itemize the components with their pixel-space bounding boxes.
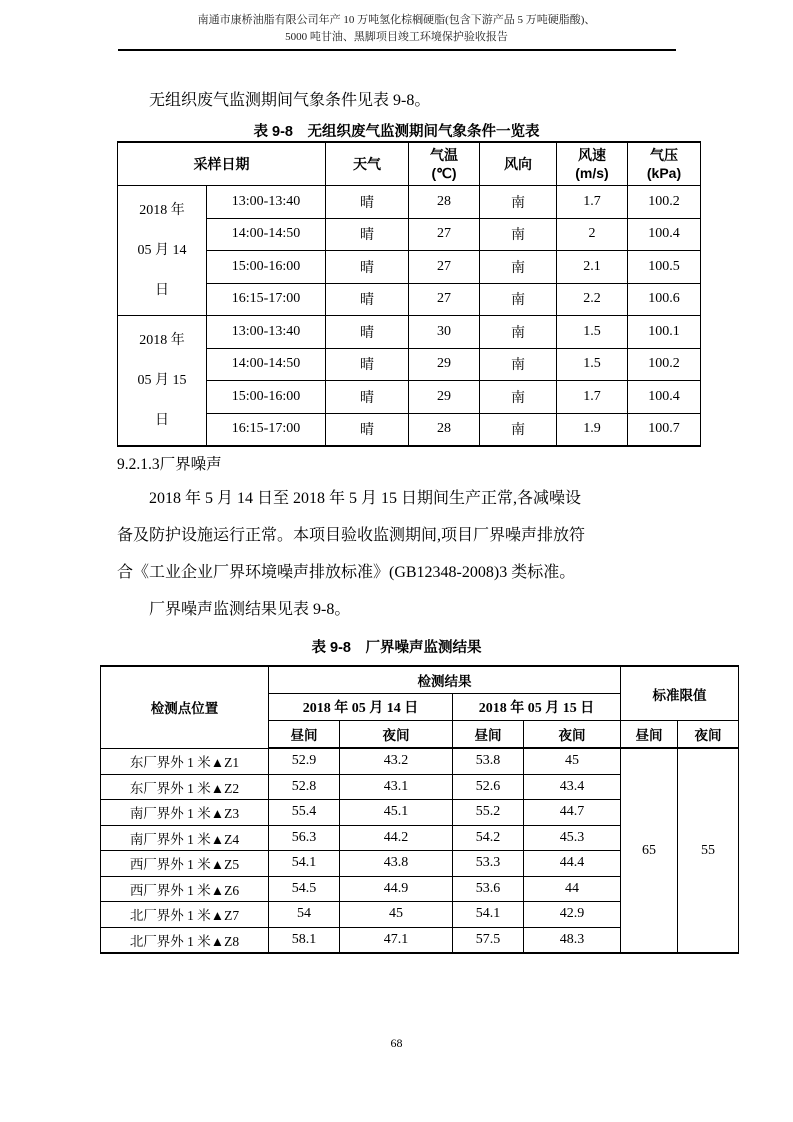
col-header-limits: 标准限值	[621, 666, 739, 721]
col-header-location: 检测点位置	[101, 666, 269, 748]
cell: 100.1	[628, 316, 701, 349]
location-cell: 南厂界外 1 米▲Z3	[101, 800, 269, 826]
cell: 1.7	[557, 186, 628, 219]
noise-table-header-row-1	[101, 666, 739, 694]
col-header-results: 检测结果	[269, 666, 621, 694]
limit-night-value: 55	[678, 748, 739, 953]
cell: 57.5	[453, 927, 524, 953]
cell: 44	[524, 876, 621, 902]
cell: 100.5	[628, 251, 701, 284]
col-header-wind-speed: 风速 (m/s)	[557, 142, 628, 186]
location-cell: 北厂界外 1 米▲Z8	[101, 927, 269, 953]
noise-paragraph	[117, 480, 683, 628]
cell: 54.2	[453, 825, 524, 851]
cell: 13:00-13:40	[207, 316, 326, 349]
cell: 43.2	[340, 748, 453, 774]
cell: 29	[409, 348, 480, 381]
cell: 48.3	[524, 927, 621, 953]
cell: 晴	[326, 251, 409, 284]
col-header-night: 夜间	[524, 721, 621, 749]
page-header	[0, 12, 793, 46]
cell: 45	[524, 748, 621, 774]
paragraph-line: 合《工业企业厂界环境噪声排放标准》(GB12348-2008)3 类标准。	[117, 564, 576, 581]
location-cell: 西厂界外 1 米▲Z6	[101, 876, 269, 902]
cell: 100.2	[628, 186, 701, 219]
date-group-cell: 2018 年 05 月 15 日	[118, 316, 207, 447]
cell: 15:00-16:00	[207, 251, 326, 284]
cell: 55.2	[453, 800, 524, 826]
date-group-cell: 2018 年 05 月 14 日	[118, 186, 207, 316]
col-header-day: 昼间	[621, 721, 678, 749]
col-header-day: 昼间	[269, 721, 340, 749]
page-number: 68	[390, 1036, 403, 1050]
col-header-sample-date: 采样日期	[118, 142, 326, 186]
limit-day-value: 65	[621, 748, 678, 953]
cell: 44.2	[340, 825, 453, 851]
cell: 30	[409, 316, 480, 349]
noise-table	[100, 665, 739, 954]
cell: 1.7	[557, 381, 628, 414]
cell: 56.3	[269, 825, 340, 851]
paragraph-line: 备及防护设施运行正常。本项目验收监测期间,项目厂界噪声排放符	[117, 527, 586, 544]
cell: 南	[480, 413, 557, 446]
table-row	[118, 186, 701, 219]
weather-table	[117, 141, 701, 447]
col-header-date-2: 2018 年 05 月 15 日	[453, 694, 621, 721]
cell: 45	[340, 902, 453, 928]
col-header-pressure: 气压 (kPa)	[628, 142, 701, 186]
cell: 南	[480, 381, 557, 414]
cell: 南	[480, 316, 557, 349]
cell: 44.7	[524, 800, 621, 826]
cell: 55.4	[269, 800, 340, 826]
cell: 13:00-13:40	[207, 186, 326, 219]
location-cell: 南厂界外 1 米▲Z4	[101, 825, 269, 851]
table-row	[101, 748, 739, 774]
cell: 52.8	[269, 774, 340, 800]
cell: 晴	[326, 413, 409, 446]
cell: 100.7	[628, 413, 701, 446]
cell: 南	[480, 218, 557, 251]
cell: 100.4	[628, 218, 701, 251]
cell: 54.1	[453, 902, 524, 928]
cell: 52.6	[453, 774, 524, 800]
paragraph-line: 2018 年 5 月 14 日至 2018 年 5 月 15 日期间生产正常,各减噪设	[149, 490, 582, 507]
cell: 16:15-17:00	[207, 283, 326, 316]
cell: 晴	[326, 316, 409, 349]
cell: 南	[480, 348, 557, 381]
cell: 15:00-16:00	[207, 381, 326, 414]
col-header-night: 夜间	[340, 721, 453, 749]
weather-table-header-row	[118, 142, 701, 186]
cell: 2.2	[557, 283, 628, 316]
cell: 27	[409, 218, 480, 251]
location-cell: 东厂界外 1 米▲Z2	[101, 774, 269, 800]
cell: 45.1	[340, 800, 453, 826]
col-header-temperature: 气温 (℃)	[409, 142, 480, 186]
cell: 28	[409, 186, 480, 219]
cell: 南	[480, 283, 557, 316]
cell: 1.5	[557, 348, 628, 381]
col-header-night: 夜间	[678, 721, 739, 749]
weather-table-caption: 表 9-8 无组织废气监测期间气象条件一览表	[253, 124, 540, 140]
cell: 45.3	[524, 825, 621, 851]
cell: 53.3	[453, 851, 524, 877]
col-header-date-1: 2018 年 05 月 14 日	[269, 694, 453, 721]
cell: 43.4	[524, 774, 621, 800]
cell: 44.9	[340, 876, 453, 902]
header-line-2: 5000 吨甘油、黑脚项目竣工环境保护验收报告	[285, 31, 508, 43]
cell: 晴	[326, 381, 409, 414]
cell: 晴	[326, 186, 409, 219]
cell: 14:00-14:50	[207, 218, 326, 251]
cell: 52.9	[269, 748, 340, 774]
noise-table-caption: 表 9-8 厂界噪声监测结果	[311, 640, 482, 656]
cell: 54.1	[269, 851, 340, 877]
cell: 100.4	[628, 381, 701, 414]
location-cell: 北厂界外 1 米▲Z7	[101, 902, 269, 928]
paragraph-line: 厂界噪声监测结果见表 9-8。	[149, 601, 351, 618]
section-heading-noise: 9.2.1.3厂界噪声	[117, 456, 222, 473]
cell: 54	[269, 902, 340, 928]
header-line-1: 南通市康桥油脂有限公司年产 10 万吨氢化棕榈硬脂(包含下游产品 5 万吨硬脂酸)、	[197, 14, 596, 26]
cell: 54.5	[269, 876, 340, 902]
col-header-day: 昼间	[453, 721, 524, 749]
cell: 1.9	[557, 413, 628, 446]
cell: 南	[480, 251, 557, 284]
cell: 53.8	[453, 748, 524, 774]
cell: 58.1	[269, 927, 340, 953]
location-cell: 西厂界外 1 米▲Z5	[101, 851, 269, 877]
cell: 43.1	[340, 774, 453, 800]
cell: 27	[409, 251, 480, 284]
cell: 14:00-14:50	[207, 348, 326, 381]
col-header-weather: 天气	[326, 142, 409, 186]
table-row	[118, 316, 701, 349]
cell: 53.6	[453, 876, 524, 902]
cell: 27	[409, 283, 480, 316]
cell: 100.6	[628, 283, 701, 316]
cell: 47.1	[340, 927, 453, 953]
cell: 1.5	[557, 316, 628, 349]
cell: 100.2	[628, 348, 701, 381]
cell: 29	[409, 381, 480, 414]
location-cell: 东厂界外 1 米▲Z1	[101, 748, 269, 774]
cell: 晴	[326, 283, 409, 316]
cell: 晴	[326, 348, 409, 381]
cell: 16:15-17:00	[207, 413, 326, 446]
cell: 2	[557, 218, 628, 251]
cell: 2.1	[557, 251, 628, 284]
header-divider	[118, 49, 676, 51]
cell: 42.9	[524, 902, 621, 928]
cell: 晴	[326, 218, 409, 251]
cell: 南	[480, 186, 557, 219]
cell: 43.8	[340, 851, 453, 877]
cell: 28	[409, 413, 480, 446]
cell: 44.4	[524, 851, 621, 877]
gas-intro-text: 无组织废气监测期间气象条件见表 9-8。	[149, 92, 431, 109]
col-header-wind-direction: 风向	[480, 142, 557, 186]
